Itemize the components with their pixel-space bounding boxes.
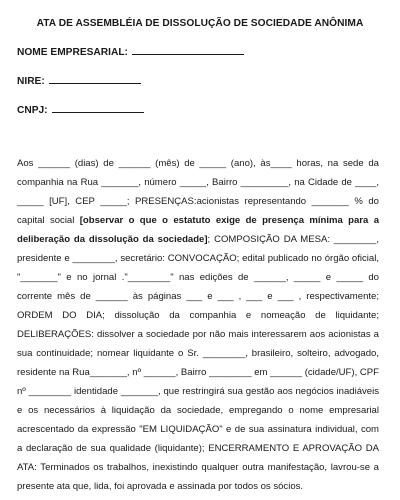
- cnpj-label: CNPJ:: [17, 105, 48, 116]
- nome-empresarial-label: NOME EMPRESARIAL:: [17, 47, 128, 58]
- minutes-body: [17, 154, 379, 496]
- nome-empresarial-field: [17, 44, 244, 58]
- nome-empresarial-blank: [132, 44, 244, 55]
- nire-blank: [49, 73, 141, 84]
- nire-label: NIRE:: [17, 76, 45, 87]
- quorum-note: [observar o que o estatuto exige de presença mínima para a deliberação da dissolução da sociedade]: [17, 215, 379, 245]
- body-part-1: Aos ______ (dias) de ______ (mês) de _____ (ano), às____ horas, na sede da companhia na Rua _______, número _____, Bairro _________, na Cidade de ____, _____ [UF], CEP _____; PRESENÇAS:acionistas representando _______ % do capital social: [17, 158, 379, 226]
- nire-field: [17, 73, 141, 87]
- body-part-2: ; COMPOSIÇÃO DA MESA: ________, presidente e ________, secretário: CONVOCAÇÃO; edital publicado no órgão oficial, "_______" e no jornal ."________" nas edições de ______, _____ e _____ do corrente mês de ______ às páginas ___ e ___ , ___ e ___ , respectivamente; ORDEM DO DIA; dissolução da companhia e nomeação de liquidante; DELIBERAÇÕES: dissolver a sociedade por não mais interessarem aos acionistas a sua continuidade; nomear liquidante o Sr. ________, brasileiro, solteiro, advogado, residente na Rua_______, nº ______, Bairro ________ em ______ (cidade/UF), CPF nº ________ identidade _______, que restringirá sua gestão aos negócios inadiáveis e os necessários à liquidação da sociedade, empregando o nome empresarial acrescentado da expressão "EM LIQUIDAÇÃO" e de sua assinatura individual, com a declaração de sua qualidade (liquidante); ENCERRAMENTO E APROVAÇÃO DA ATA: Terminados os trabalhos, inexistindo qualquer outra manifestação, lavrou-se a presente ata que, lida, foi aprovada e assinada por todos os sócios.: [17, 234, 379, 492]
- cnpj-field: [17, 102, 144, 116]
- document-title: ATA DE ASSEMBLÉIA DE DISSOLUÇÃO DE SOCIEDADE ANÔNIMA: [36, 18, 364, 29]
- cnpj-blank: [52, 102, 144, 113]
